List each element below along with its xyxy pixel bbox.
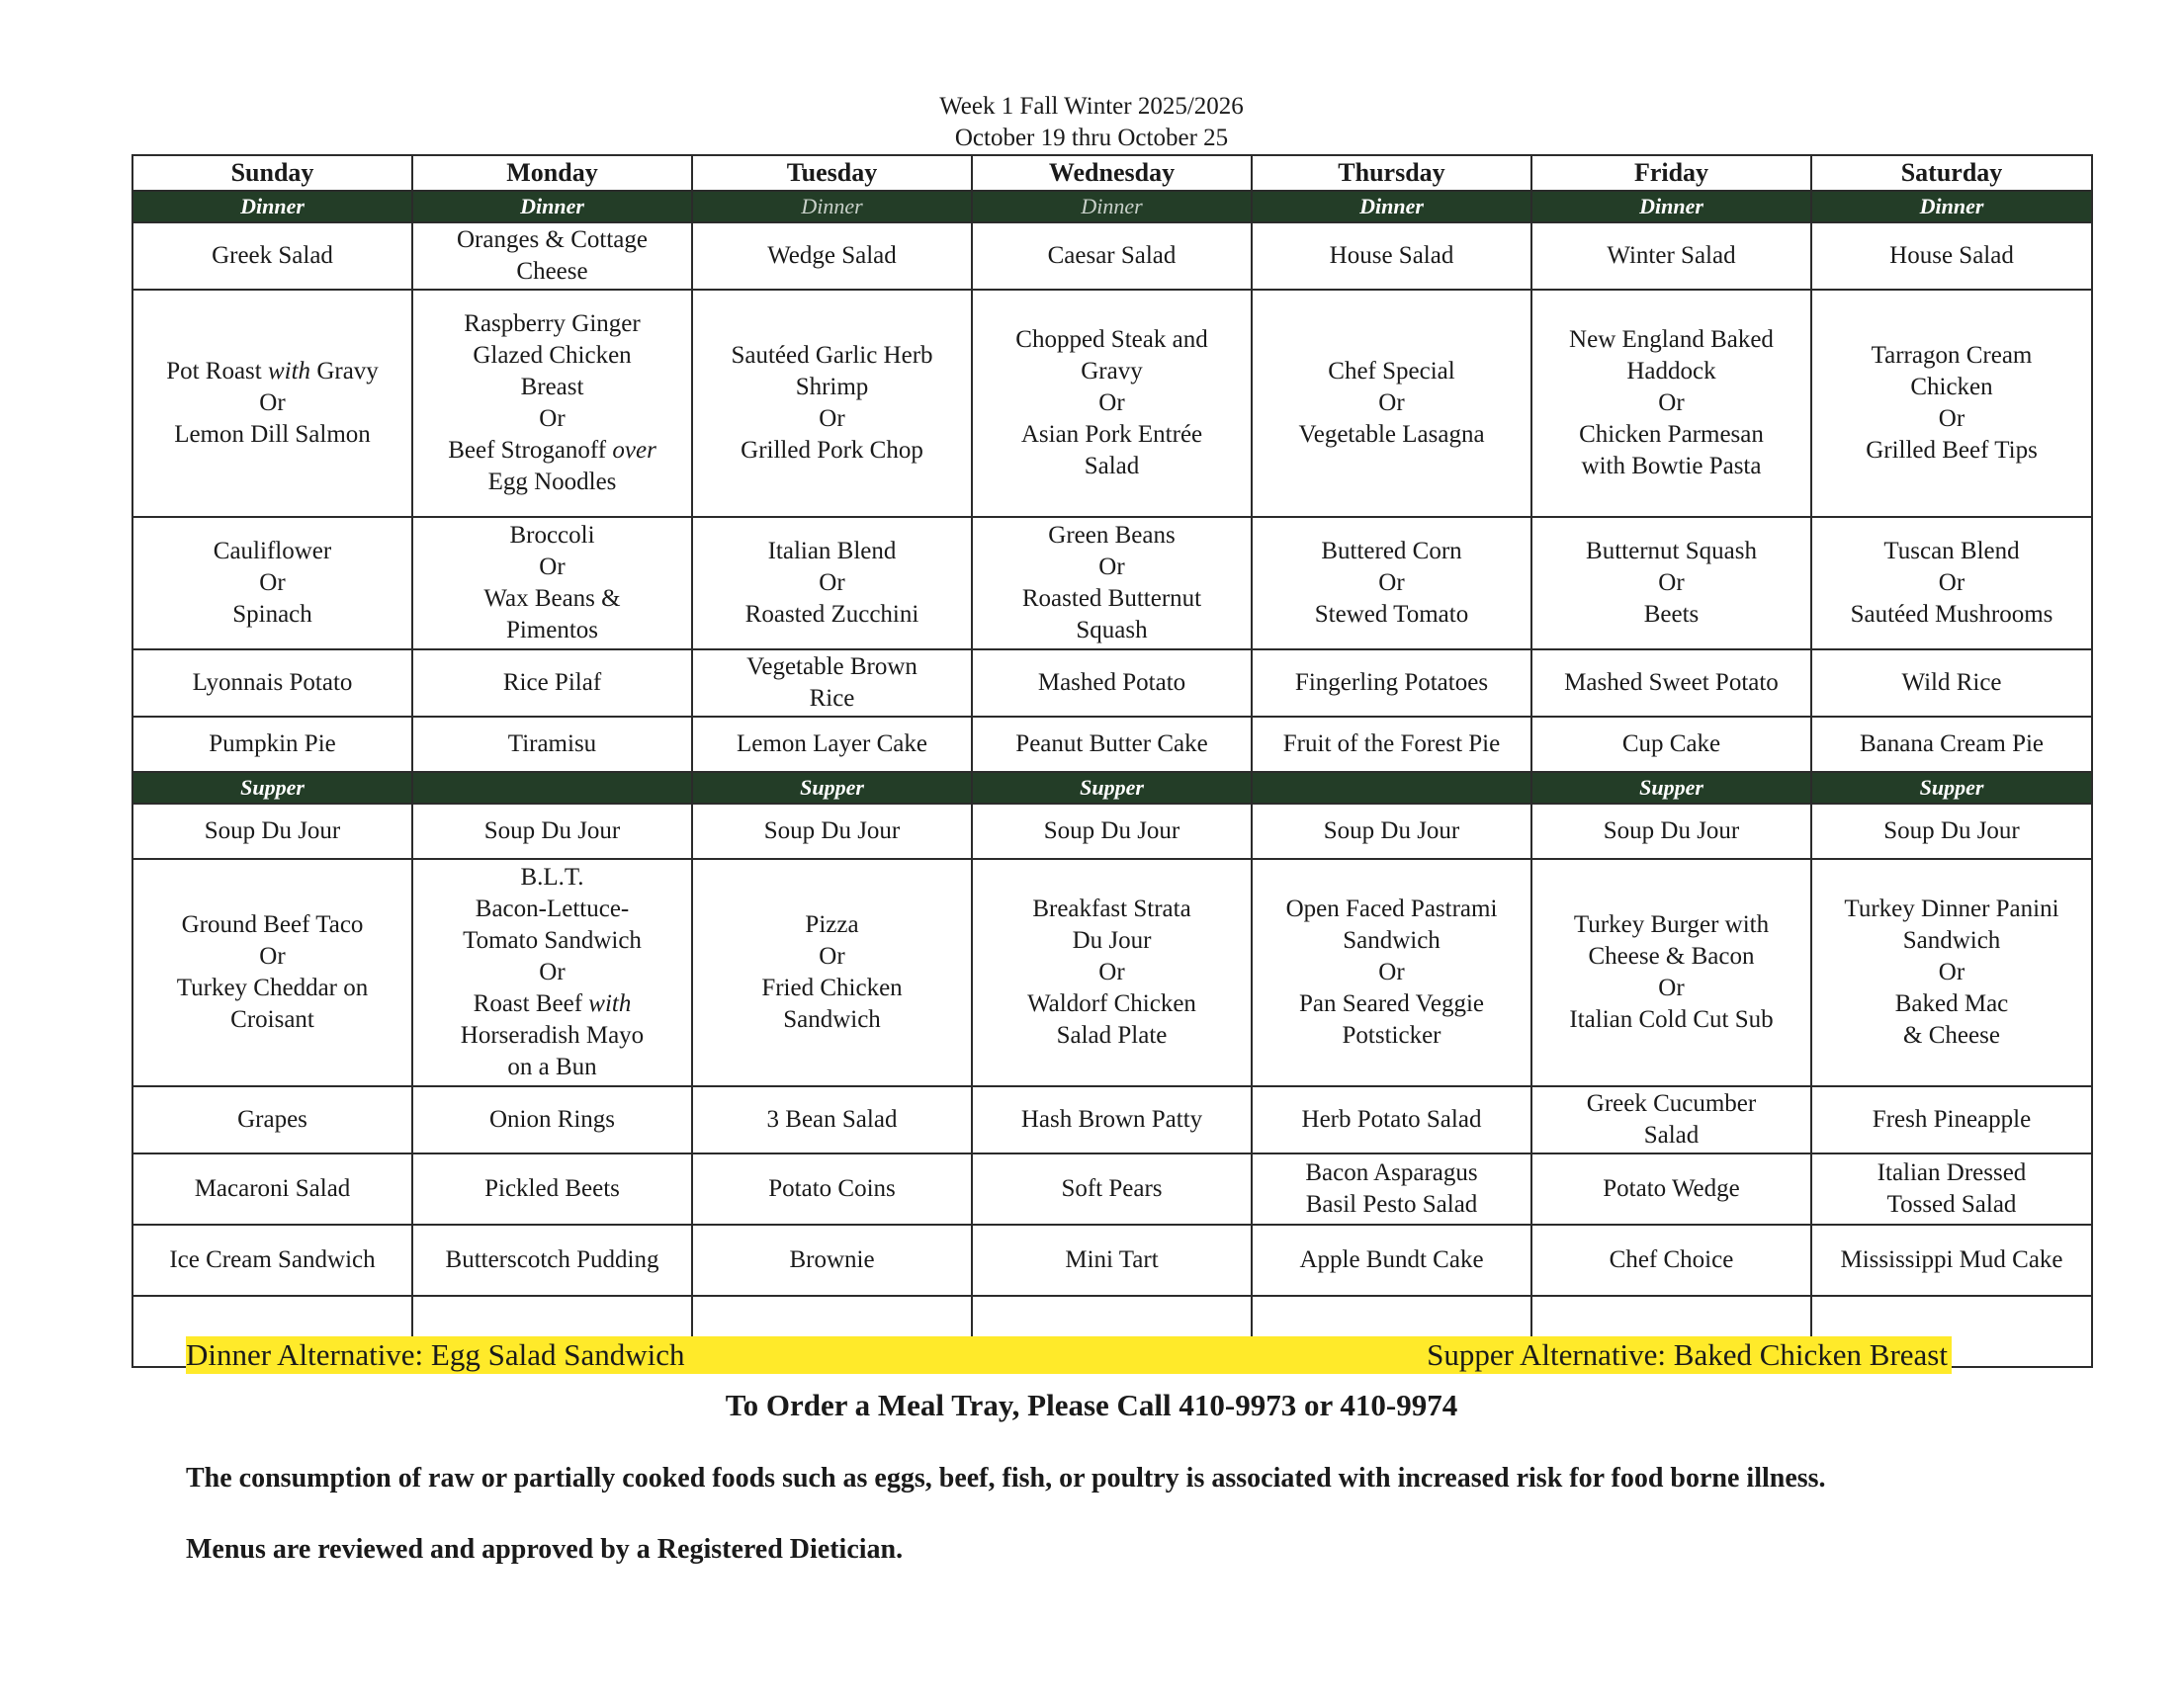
dinner-salad-cell	[1252, 222, 1531, 290]
menu-item-line: Gravy	[1081, 358, 1143, 384]
supper-entree-cell	[1252, 859, 1531, 1086]
menu-item-line: Or	[1658, 389, 1685, 416]
menu-item-line: Roasted Zucchini	[744, 601, 919, 628]
menu-item-line: Fingerling Potatoes	[1294, 669, 1489, 696]
supper-band-label: Supper	[132, 772, 412, 804]
dinner-entree-cell	[1252, 290, 1531, 517]
dinner-starch-cell	[692, 649, 972, 717]
menu-item-line: Cheese	[516, 258, 588, 285]
menu-item-line: Soup Du Jour	[1043, 817, 1180, 844]
supper-salad-cell	[1531, 1153, 1811, 1225]
supper-salad-cell	[972, 1153, 1252, 1225]
menu-title: Week 1 Fall Winter 2025/2026	[939, 93, 1244, 120]
menu-item-line: Pot Roast with Gravy	[166, 358, 379, 384]
menu-item-line: Glazed Chicken	[473, 342, 632, 369]
dinner-band-label: Dinner	[1531, 191, 1811, 222]
menu-item-line: on a Bun	[507, 1054, 597, 1080]
dinner-entree-cell	[1531, 290, 1811, 517]
supper-band-label	[412, 772, 692, 804]
menu-item-line: Macaroni Salad	[194, 1175, 351, 1202]
menu-item-line: Greek Cucumber	[1586, 1090, 1757, 1117]
food-safety-notice: The consumption of raw or partially cooked foods such as eggs, beef, fish, or poultry is associated with increased risk for food borne illness.	[186, 1463, 1826, 1494]
menu-item-line: Rice Pilaf	[502, 669, 602, 696]
menu-item-line: Or	[1938, 569, 1965, 596]
menu-item-line: Salad	[1643, 1122, 1700, 1149]
menu-item-line: Open Faced Pastrami	[1285, 896, 1498, 922]
dinner-vegetable-cell	[1811, 517, 2092, 649]
menu-item-line: Or	[1378, 389, 1405, 416]
dinner-starch-cell	[132, 649, 412, 717]
menu-item-line: Or	[819, 569, 845, 596]
dinner-band-row	[132, 191, 2092, 222]
menu-item-line: Wax Beans &	[483, 585, 621, 612]
menu-item-line: Butterscotch Pudding	[445, 1246, 659, 1273]
dinner-vegetable-cell	[132, 517, 412, 649]
menu-item-line: with Bowtie Pasta	[1581, 453, 1762, 479]
dinner-salad-cell	[412, 222, 692, 290]
menu-item-line: Or	[1658, 975, 1685, 1001]
menu-item-line: Or	[259, 389, 286, 416]
day-header-friday: Friday	[1531, 155, 1811, 191]
dinner-dessert-cell	[1252, 717, 1531, 772]
menu-item-line: Tomato Sandwich	[463, 927, 642, 954]
day-header-thursday: Thursday	[1252, 155, 1531, 191]
day-header-wednesday: Wednesday	[972, 155, 1252, 191]
dinner-band-label: Dinner	[972, 191, 1252, 222]
menu-item-line: Salad	[1084, 453, 1140, 479]
menu-item-line: Cup Cake	[1621, 730, 1721, 757]
menu-item-line: Peanut Butter Cake	[1015, 730, 1208, 757]
dinner-row-salad	[132, 222, 2092, 290]
supper-salad-cell	[412, 1153, 692, 1225]
menu-item-line: Du Jour	[1072, 927, 1152, 954]
menu-item-line: Mississippi Mud Cake	[1840, 1246, 2063, 1273]
supper-dessert-cell	[412, 1225, 692, 1296]
menu-item-line: Butternut Squash	[1586, 538, 1757, 564]
dinner-starch-cell	[1252, 649, 1531, 717]
menu-item-line: Soup Du Jour	[763, 817, 901, 844]
menu-item-line: Squash	[1076, 617, 1148, 643]
menu-item-line: Chef Special	[1328, 358, 1455, 384]
menu-item-line: Lyonnais Potato	[192, 669, 353, 696]
menu-item-line: Cauliflower	[213, 538, 332, 564]
menu-item-line: Soup Du Jour	[483, 817, 621, 844]
dinner-starch-cell	[972, 649, 1252, 717]
menu-item-line: Ground Beef Taco	[181, 911, 364, 938]
day-header-tuesday: Tuesday	[692, 155, 972, 191]
supper-side-cell	[1811, 1086, 2092, 1153]
supper-entree-cell	[692, 859, 972, 1086]
menu-item-line: Or	[819, 943, 845, 970]
dinner-dessert-cell	[132, 717, 412, 772]
menu-item-line: Fried Chicken	[761, 975, 903, 1001]
supper-band-label	[1252, 772, 1531, 804]
menu-item-line: Sandwich	[1343, 927, 1441, 954]
menu-item-line: Bacon-Lettuce-	[475, 896, 630, 922]
menu-item-line: Greek Salad	[212, 242, 333, 269]
supper-salad-cell	[132, 1153, 412, 1225]
menu-item-line: Asian Pork Entrée	[1020, 421, 1203, 448]
menu-item-line: Italian Blend	[767, 538, 897, 564]
menu-item-line: Ice Cream Sandwich	[169, 1246, 376, 1273]
menu-item-line: Beef Stroganoff over	[448, 437, 656, 464]
menu-item-line: Potato Coins	[768, 1175, 896, 1202]
dinner-vegetable-cell	[1252, 517, 1531, 649]
supper-side-cell	[972, 1086, 1252, 1153]
supper-soup-cell	[132, 804, 412, 859]
supper-entree-cell	[412, 859, 692, 1086]
supper-band-row	[132, 772, 2092, 804]
dinner-starch-cell	[1811, 649, 2092, 717]
supper-alternative: Supper Alternative: Baked Chicken Breast	[1427, 1337, 1948, 1372]
supper-dessert-cell	[132, 1225, 412, 1296]
menu-item-line: Or	[259, 569, 286, 596]
menu-item-line: Fresh Pineapple	[1872, 1106, 2032, 1133]
dinner-salad-cell	[692, 222, 972, 290]
menu-item-line: Chef Choice	[1609, 1246, 1734, 1273]
menu-item-line: Rice	[809, 685, 855, 712]
menu-item-line: Breakfast Strata	[1032, 896, 1191, 922]
dinner-entree-cell	[972, 290, 1252, 517]
menu-item-line: Or	[1098, 554, 1125, 580]
menu-item-line: Fruit of the Forest Pie	[1282, 730, 1501, 757]
menu-item-line: B.L.T.	[520, 864, 584, 891]
menu-item-line: Italian Cold Cut Sub	[1569, 1006, 1774, 1033]
menu-item-line: Stewed Tomato	[1314, 601, 1469, 628]
supper-dessert-cell	[1252, 1225, 1531, 1296]
menu-item-line: Chopped Steak and	[1015, 326, 1208, 353]
day-header-monday: Monday	[412, 155, 692, 191]
menu-item-line: Bacon Asparagus	[1305, 1159, 1478, 1186]
menu-item-line: Chicken	[1910, 374, 1993, 400]
menu-item-line: Wild Rice	[1901, 669, 2002, 696]
menu-item-line: Banana Cream Pie	[1859, 730, 2045, 757]
dinner-band-label: Dinner	[1252, 191, 1531, 222]
supper-soup-cell	[1252, 804, 1531, 859]
menu-item-line: Beets	[1643, 601, 1700, 628]
menu-item-line: Baked Mac	[1894, 990, 2009, 1017]
menu-item-line: Or	[539, 959, 566, 985]
menu-item-line: Pimentos	[505, 617, 599, 643]
menu-item-line: Or	[1658, 569, 1685, 596]
menu-item-line: Grapes	[237, 1106, 307, 1133]
dinner-entree-cell	[132, 290, 412, 517]
menu-item-line: Or	[539, 405, 566, 432]
menu-item-line: Turkey Burger with	[1573, 911, 1770, 938]
dinner-vegetable-cell	[412, 517, 692, 649]
menu-item-line: Tossed Salad	[1886, 1191, 2017, 1218]
menu-item-line: Tiramisu	[507, 730, 597, 757]
supper-dessert-cell	[972, 1225, 1252, 1296]
menu-item-line: Or	[539, 554, 566, 580]
menu-item-line: Herb Potato Salad	[1301, 1106, 1482, 1133]
supper-entree-cell	[972, 859, 1252, 1086]
supper-entree-cell	[1811, 859, 2092, 1086]
menu-item-line: Raspberry Ginger	[464, 310, 641, 337]
menu-item-line: Or	[1098, 959, 1125, 985]
dinner-salad-cell	[972, 222, 1252, 290]
menu-item-line: 3 Bean Salad	[766, 1106, 898, 1133]
dinner-vegetable-cell	[692, 517, 972, 649]
supper-dessert-cell	[692, 1225, 972, 1296]
dinner-alternative: Dinner Alternative: Egg Salad Sandwich	[186, 1337, 685, 1372]
menu-item-line: Or	[259, 943, 286, 970]
menu-item-line: Vegetable Lasagna	[1298, 421, 1485, 448]
supper-row-side	[132, 1086, 2092, 1153]
menu-item-line: Turkey Dinner Panini	[1844, 896, 2059, 922]
menu-item-line: Cheese & Bacon	[1588, 943, 1755, 970]
dinner-salad-cell	[132, 222, 412, 290]
menu-item-line: Onion Rings	[488, 1106, 616, 1133]
menu-item-line: Chicken Parmesan	[1579, 421, 1764, 448]
supper-band-label: Supper	[1811, 772, 2092, 804]
dinner-dessert-cell	[412, 717, 692, 772]
menu-item-line: Caesar Salad	[1047, 242, 1177, 269]
menu-item-line: Egg Noodles	[487, 469, 617, 495]
menu-item-line: Winter Salad	[1607, 242, 1736, 269]
menu-item-line: Or	[1938, 959, 1965, 985]
menu-item-line: Broccoli	[509, 522, 595, 549]
menu-item-line: Brownie	[789, 1246, 875, 1273]
supper-salad-cell	[1252, 1153, 1531, 1225]
day-header-sunday: Sunday	[132, 155, 412, 191]
order-instructions: To Order a Meal Tray, Please Call 410-9973 or 410-9974	[725, 1388, 1458, 1422]
menu-item-line: Vegetable Brown	[746, 653, 917, 680]
menu-item-line: Lemon Dill Salmon	[174, 421, 371, 448]
menu-item-line: Spinach	[232, 601, 312, 628]
menu-item-line: Shrimp	[795, 374, 869, 400]
supper-side-cell	[692, 1086, 972, 1153]
menu-item-line: Grilled Pork Chop	[741, 437, 923, 464]
menu-item-line: Mini Tart	[1065, 1246, 1159, 1273]
menu-item-line: House Salad	[1889, 242, 2014, 269]
menu-item-line: Roast Beef with	[473, 990, 632, 1017]
dinner-band-label: Dinner	[132, 191, 412, 222]
supper-entree-cell	[1531, 859, 1811, 1086]
menu-item-line: Sandwich	[1902, 927, 2001, 954]
supper-dessert-cell	[1811, 1225, 2092, 1296]
menu-item-line: Soup Du Jour	[1603, 817, 1740, 844]
menu-date-range: October 19 thru October 25	[954, 125, 1229, 151]
dinner-entree-cell	[692, 290, 972, 517]
menu-item-line: Oranges & Cottage	[456, 226, 648, 253]
supper-row-soup	[132, 804, 2092, 859]
supper-side-cell	[1252, 1086, 1531, 1153]
supper-row-dessert	[132, 1225, 2092, 1296]
menu-item-line: Green Beans	[1048, 522, 1176, 549]
menu-item-line: Or	[1378, 959, 1405, 985]
menu-item-line: Waldorf Chicken	[1027, 990, 1196, 1017]
supper-entree-cell	[132, 859, 412, 1086]
dinner-vegetable-cell	[1531, 517, 1811, 649]
menu-item-line: Soup Du Jour	[1323, 817, 1460, 844]
dinner-band-label: Dinner	[692, 191, 972, 222]
menu-item-line: & Cheese	[1903, 1022, 2000, 1049]
menu-item-line: Potsticker	[1342, 1022, 1441, 1049]
dinner-entree-cell	[1811, 290, 2092, 517]
menu-item-line: Italian Dressed	[1877, 1159, 2027, 1186]
menu-item-line: Or	[819, 405, 845, 432]
menu-item-line: Sandwich	[783, 1006, 881, 1033]
dinner-row-entree	[132, 290, 2092, 517]
supper-side-cell	[1531, 1086, 1811, 1153]
dinner-starch-cell	[1531, 649, 1811, 717]
menu-item-line: Pizza	[805, 911, 859, 938]
menu-item-line: Or	[1938, 405, 1965, 432]
supper-soup-cell	[972, 804, 1252, 859]
supper-side-cell	[412, 1086, 692, 1153]
menu-item-line: Or	[1098, 389, 1125, 416]
supper-salad-cell	[692, 1153, 972, 1225]
menu-item-line: Grilled Beef Tips	[1866, 437, 2038, 464]
menu-item-line: Mashed Sweet Potato	[1564, 669, 1779, 696]
supper-row-salad	[132, 1153, 2092, 1225]
dinner-row-dessert	[132, 717, 2092, 772]
menu-item-line: Potato Wedge	[1603, 1175, 1740, 1202]
menu-item-line: House Salad	[1329, 242, 1454, 269]
menu-item-line: Roasted Butternut	[1021, 585, 1202, 612]
menu-item-line: Apple Bundt Cake	[1299, 1246, 1484, 1273]
supper-soup-cell	[692, 804, 972, 859]
supper-salad-cell	[1811, 1153, 2092, 1225]
dinner-dessert-cell	[1811, 717, 2092, 772]
menu-item-line: New England Baked	[1569, 326, 1774, 353]
menu-item-line: Tuscan Blend	[1883, 538, 2020, 564]
menu-item-line: Horseradish Mayo	[460, 1022, 645, 1049]
menu-item-line: Or	[1378, 569, 1405, 596]
dinner-dessert-cell	[692, 717, 972, 772]
dinner-band-label: Dinner	[412, 191, 692, 222]
supper-soup-cell	[412, 804, 692, 859]
menu-item-line: Hash Brown Patty	[1020, 1106, 1203, 1133]
dinner-salad-cell	[1811, 222, 2092, 290]
supper-row-entree	[132, 859, 2092, 1086]
menu-item-line: Pickled Beets	[484, 1175, 620, 1202]
dinner-starch-cell	[412, 649, 692, 717]
supper-band-label: Supper	[1531, 772, 1811, 804]
menu-item-line: Soft Pears	[1061, 1175, 1163, 1202]
menu-item-line: Lemon Layer Cake	[737, 730, 927, 757]
dinner-dessert-cell	[1531, 717, 1811, 772]
supper-soup-cell	[1531, 804, 1811, 859]
menu-table	[131, 154, 2093, 1368]
supper-dessert-cell	[1531, 1225, 1811, 1296]
supper-band-label: Supper	[692, 772, 972, 804]
menu-item-line: Pumpkin Pie	[209, 730, 336, 757]
menu-item-line: Tarragon Cream	[1871, 342, 2033, 369]
dinner-row-starch	[132, 649, 2092, 717]
menu-item-line: Pan Seared Veggie	[1299, 990, 1484, 1017]
dietician-notice: Menus are reviewed and approved by a Registered Dietician.	[186, 1534, 904, 1565]
supper-side-cell	[132, 1086, 412, 1153]
day-header-row	[132, 155, 2092, 191]
dinner-entree-cell	[412, 290, 692, 517]
dinner-band-label: Dinner	[1811, 191, 2092, 222]
supper-soup-cell	[1811, 804, 2092, 859]
menu-item-line: Croisant	[230, 1006, 314, 1033]
menu-item-line: Wedge Salad	[767, 242, 897, 269]
menu-item-line: Sautéed Mushrooms	[1850, 601, 2053, 628]
supper-band-label: Supper	[972, 772, 1252, 804]
dinner-salad-cell	[1531, 222, 1811, 290]
dinner-row-vegetable	[132, 517, 2092, 649]
menu-item-line: Soup Du Jour	[1883, 817, 2020, 844]
dinner-dessert-cell	[972, 717, 1252, 772]
menu-item-line: Buttered Corn	[1321, 538, 1462, 564]
menu-item-line: Turkey Cheddar on	[176, 975, 369, 1001]
menu-item-line: Breast	[520, 374, 584, 400]
menu-item-line: Soup Du Jour	[204, 817, 341, 844]
menu-item-line: Mashed Potato	[1037, 669, 1186, 696]
dinner-vegetable-cell	[972, 517, 1252, 649]
menu-item-line: Sautéed Garlic Herb	[731, 342, 933, 369]
menu-item-line: Basil Pesto Salad	[1305, 1191, 1478, 1218]
day-header-saturday: Saturday	[1811, 155, 2092, 191]
menu-item-line: Haddock	[1626, 358, 1716, 384]
menu-item-line: Salad Plate	[1056, 1022, 1168, 1049]
